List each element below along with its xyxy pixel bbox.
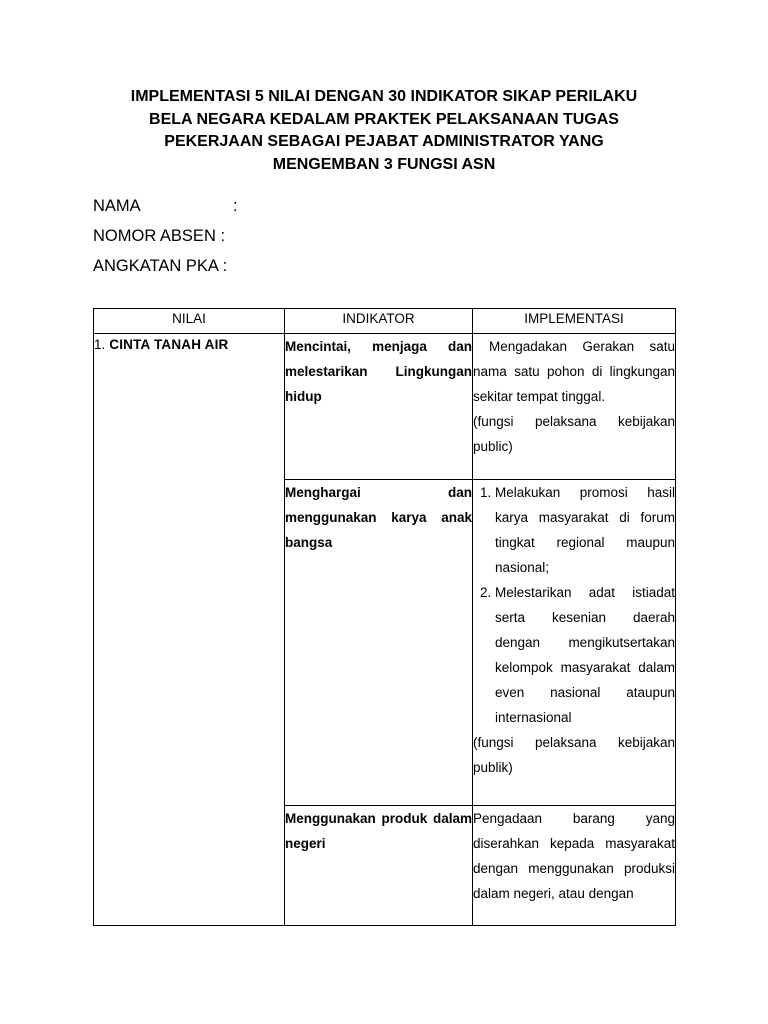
document-title [70,86,698,176]
implementasi-note: (fungsi pelaksana kebijakan public) [473,414,675,454]
nilai-indikator-table [93,308,676,926]
indikator-cell [285,806,473,926]
field-nomor-absen: NOMOR ABSEN : [93,227,226,245]
implementasi-cell [473,806,676,926]
implementasi-note: (fungsi pelaksana kebijakan publik) [473,735,675,775]
table-header-row [94,309,676,334]
indikator-cell: Mencintai, menjaga dan melestarikan Lingkungan hidup [285,334,473,480]
list-item: 1. Melakukan promosi hasil karya masyarakat di forum tingkat regional maupun nasional; [495,480,675,580]
implementasi-text: Mengadakan Gerakan satu nama satu pohon di lingkungan sekitar tempat tinggal. [473,339,675,404]
header-indikator: INDIKATOR [285,309,473,334]
nilai-number: 1. [94,337,106,352]
header-nilai: NILAI [94,309,285,334]
title-line-3: PEKERJAAN SEBAGAI PEJABAT ADMINISTRATOR YANG [164,133,604,150]
header-implementasi: IMPLEMENTASI [473,309,676,334]
field-nama [93,196,238,216]
nilai-name: CINTA TANAH AIR [109,337,229,352]
implementasi-cell [473,480,676,806]
implementasi-cell [473,334,676,480]
implementasi-list [473,480,675,730]
indikator-cell: Menghargai dan menggunakan karya anak bangsa [285,480,473,806]
indikator-text: Menggunakan produk dalam negeri [285,811,472,851]
table-row [94,334,676,480]
nama-label: NAMA [93,197,141,215]
nilai-cell [94,334,285,926]
nama-colon: : [233,197,238,215]
field-angkatan-pka: ANGKATAN PKA : [93,257,228,275]
list-item: 2. Melestarikan adat istiadat serta kesenian daerah dengan mengikutsertakan kelompok masyarakat dalam even nasional ataupun internasional [495,580,675,730]
title-line-4: MENGEMBAN 3 FUNGSI ASN [272,155,496,173]
title-line-1: IMPLEMENTASI 5 NILAI DENGAN 30 INDIKATOR SIKAP PERILAKU [130,88,638,105]
implementasi-text: Pengadaan barang yang diserahkan kepada masyarakat dengan menggunakan produksi dalam negeri, atau dengan [473,811,675,901]
title-line-2: BELA NEGARA KEDALAM PRAKTEK PELAKSANAAN TUGAS [149,110,619,128]
